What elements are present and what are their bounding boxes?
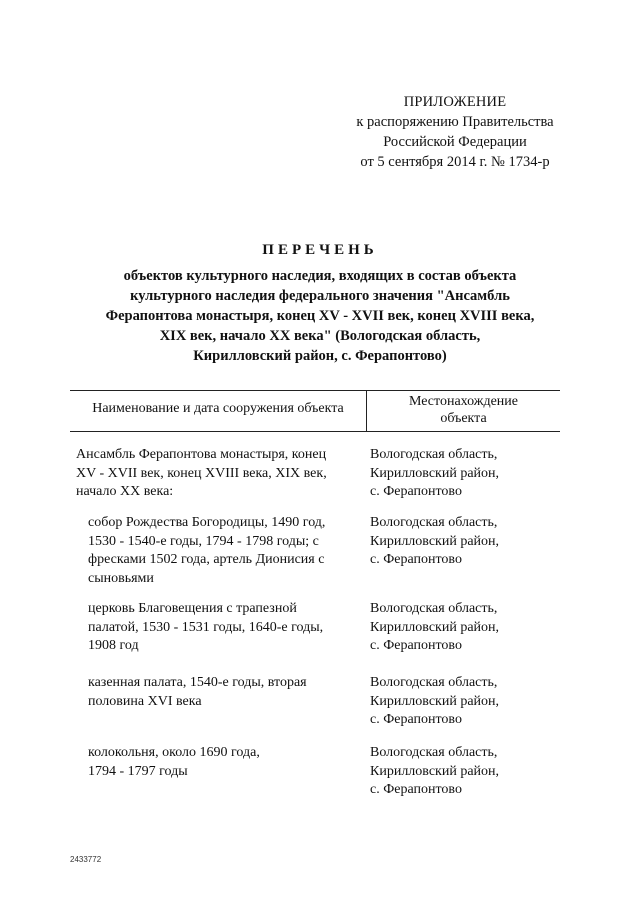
object-name (88, 744, 368, 781)
object-name-line: казенная палата, 1540-е годы, вторая (88, 675, 307, 690)
object-location (370, 674, 560, 730)
object-location-line: с. Ферапонтово (370, 638, 462, 653)
column-header-location (367, 393, 560, 427)
object-location (370, 446, 560, 502)
document-heading (90, 242, 550, 366)
object-name-line: собор Рождества Богородицы, 1490 год, (88, 515, 326, 530)
object-name-line: половина XVI века (88, 693, 202, 709)
object-location-line: Вологодская область, (370, 447, 498, 462)
object-name-line: начало XX века: (76, 484, 174, 499)
object-location (370, 600, 560, 656)
object-location-line: Кирилловский район, (370, 465, 500, 481)
object-name (88, 600, 368, 656)
heading-line-1: объектов культурного наследия, входящих в состав объекта (123, 268, 517, 284)
object-name (76, 446, 356, 502)
object-location-line: Вологодская область, (370, 601, 498, 616)
object-location-line: с. Ферапонтово (370, 484, 462, 499)
column-header-name: Наименование и дата сооружения объекта (92, 401, 344, 416)
appendix-line-3: от 5 сентября 2014 г. № 1734-р (360, 154, 550, 170)
object-location-line: Кирилловский район, (370, 533, 500, 549)
heading-line-4: XIX век, начало XX века" (Вологодская область, (159, 328, 481, 344)
object-name-line: сыновьями (88, 570, 154, 586)
object-name-line: фресками 1502 года, артель Дионисия с (88, 552, 325, 567)
object-name-line: палатой, 1530 - 1531 годы, 1640-е годы, (88, 619, 324, 635)
object-location-line: с. Ферапонтово (370, 552, 462, 567)
heading-line-5: Кирилловский район, с. Ферапонтово) (193, 348, 447, 364)
object-location (370, 514, 560, 570)
heading-subtitle (90, 266, 550, 366)
object-name (88, 674, 368, 711)
appendix-title: ПРИЛОЖЕНИЕ (403, 94, 507, 110)
objects-table (70, 390, 560, 797)
object-location (370, 744, 560, 800)
table-header (70, 390, 560, 432)
object-location-line: Кирилловский район, (370, 693, 500, 709)
heading-title: ПЕРЕЧЕНЬ (262, 242, 378, 258)
object-name (88, 514, 368, 588)
object-name-line: XV - XVII век, конец XVIII века, XIX век, (76, 465, 327, 481)
object-location-line: Вологодская область, (370, 675, 498, 690)
heading-line-3: Ферапонтова монастыря, конец XV - XVII век, конец XVIII века, (105, 308, 535, 324)
column-header-location-line-1: Местонахождение (408, 394, 518, 409)
object-name-line: церковь Благовещения с трапезной (88, 601, 297, 616)
column-header-location-line-2: объекта (440, 411, 487, 426)
document-id: 2433772 (70, 855, 102, 864)
object-name-line: 1908 год (88, 638, 139, 653)
object-location-line: с. Ферапонтово (370, 712, 462, 727)
appendix-line-1: к распоряжению Правительства (356, 114, 554, 130)
object-location-line: Кирилловский район, (370, 619, 500, 635)
heading-line-2: культурного наследия федерального значения "Ансамбль (130, 288, 510, 304)
object-location-line: Кирилловский район, (370, 763, 500, 779)
appendix-block (330, 92, 580, 172)
appendix-line-2: Российской Федерации (383, 134, 527, 150)
object-name-line: 1530 - 1540-е годы, 1794 - 1798 годы; с (88, 533, 319, 549)
object-name-line: колокольня, около 1690 года, (88, 745, 260, 760)
object-location-line: Вологодская область, (370, 745, 498, 760)
object-name-line: Ансамбль Ферапонтова монастыря, конец (76, 447, 327, 462)
object-location-line: с. Ферапонтово (370, 782, 462, 797)
object-location-line: Вологодская область, (370, 515, 498, 530)
object-name-line: 1794 - 1797 годы (88, 763, 188, 779)
